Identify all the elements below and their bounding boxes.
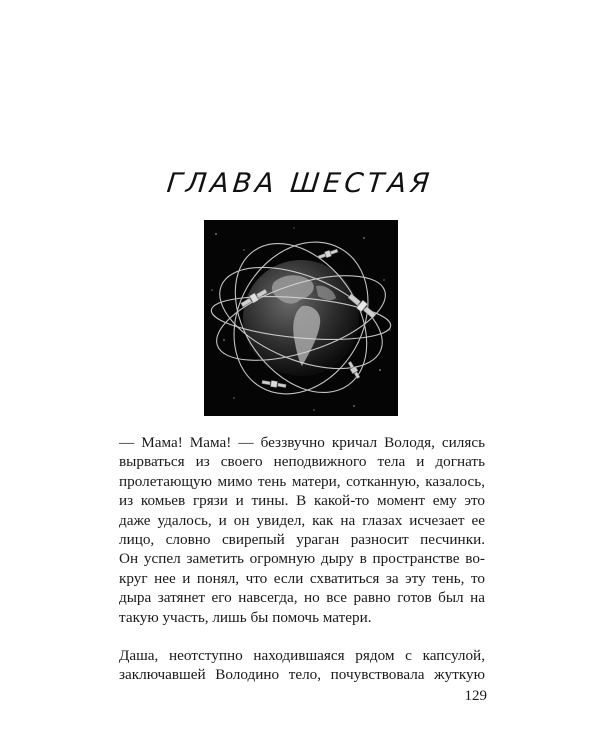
text-line: пролетающую мимо тень матери, сотканную, казалось, [119, 472, 485, 490]
text-line: такую участь, лишь бы помочь матери. [119, 608, 372, 626]
chapter-illustration [204, 220, 398, 416]
text-line: — Мама! Мама! — беззвучно кричал Володя, силясь [119, 434, 485, 451]
text-line: даже удалось, и он увидел, как на глазах исчезает ее [119, 511, 485, 529]
text-line: Даша, неотступно находившаяся рядом с капсулой, [119, 647, 485, 665]
text-line: из комьев грязи и тины. В какой-то момент ему это [119, 492, 485, 510]
text-line: вырваться из своего неподвижного тела и догнать [119, 453, 485, 471]
earth-with-satellites-icon [204, 220, 398, 416]
paragraph [119, 646, 485, 685]
text-line: круг нее и понял, что если схватиться за эту тень, то [119, 569, 485, 587]
page-number: 129 [464, 688, 487, 704]
paragraph [119, 433, 485, 627]
text-line: Он успел заметить огромную дыру в пространстве во- [119, 550, 485, 568]
chapter-title: ГЛАВА ШЕСТАЯ [165, 168, 435, 199]
body-text [119, 433, 485, 685]
text-line: заключавшей Володино тело, почувствовала жуткую [119, 666, 485, 684]
text-line: лицо, словно свирепый ураган разносит песчинки. [119, 531, 485, 549]
text-line: дыра затянет его навсегда, но все равно готов был на [119, 589, 485, 607]
